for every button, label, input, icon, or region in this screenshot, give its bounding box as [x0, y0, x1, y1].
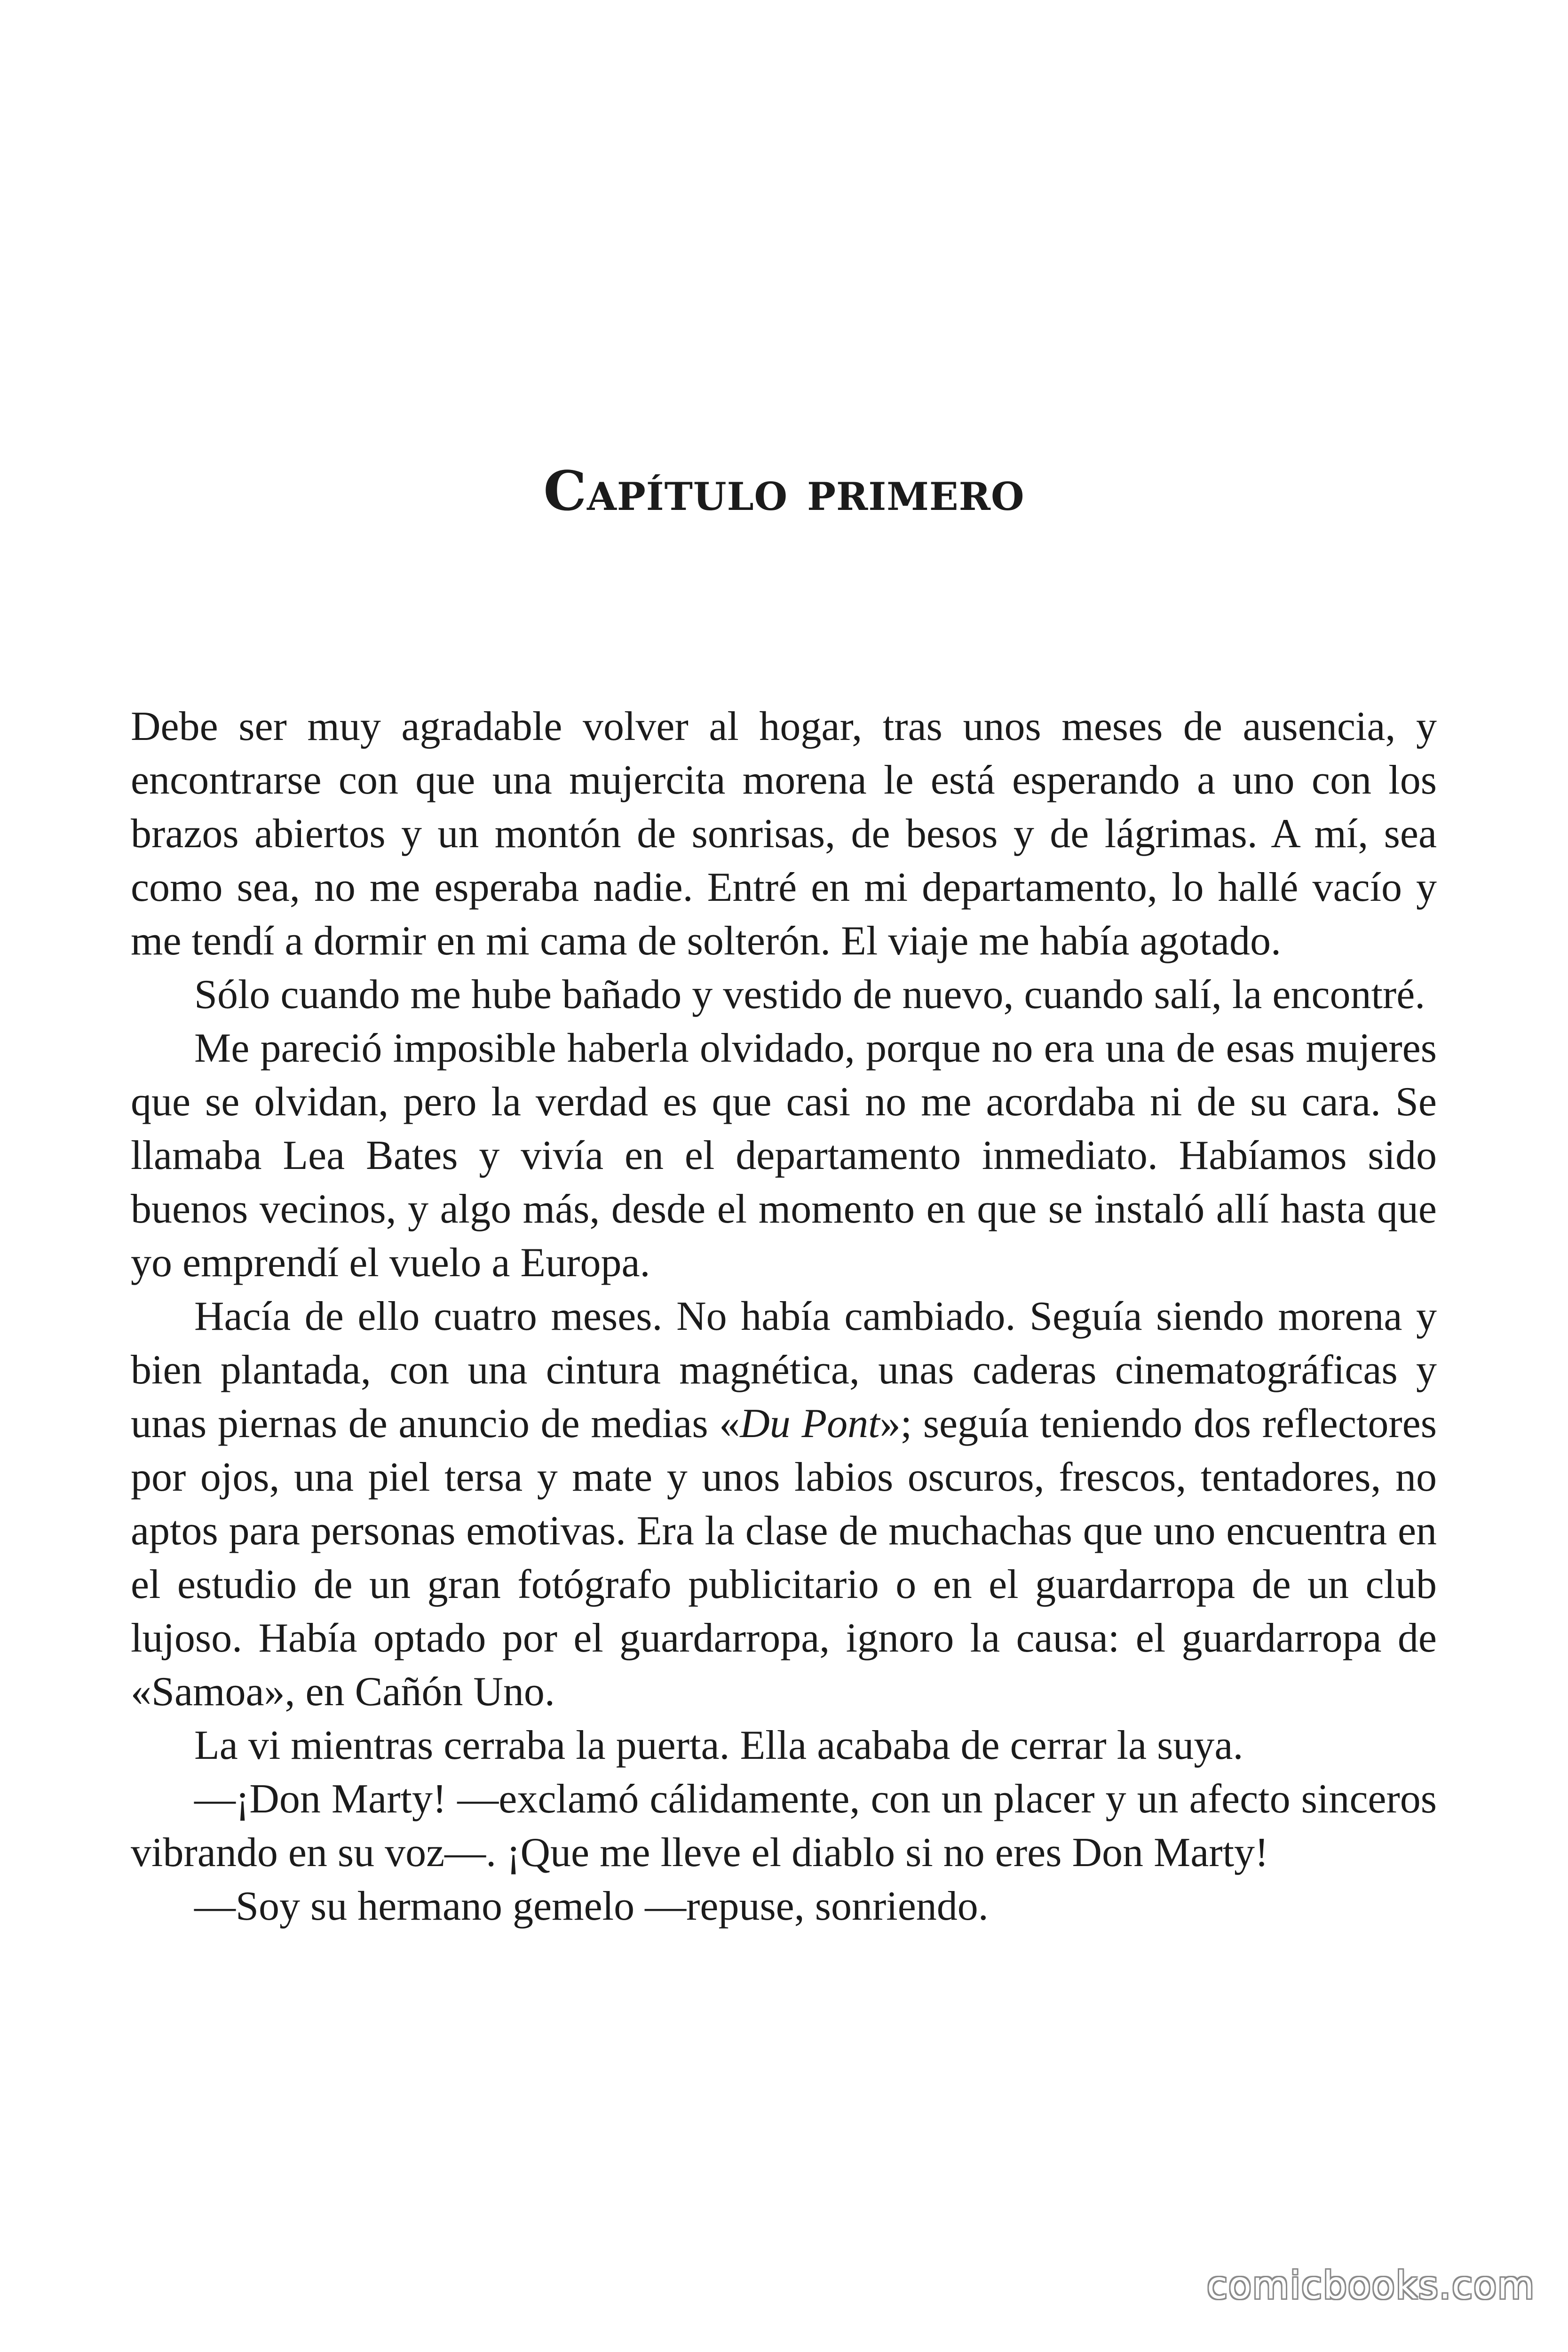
paragraph-2: Sólo cuando me hube bañado y vestido de nuevo, cuando salí, la encontré.: [194, 972, 1425, 1017]
watermark: comicbooks.com: [1206, 2264, 1535, 2307]
paragraph-1: Debe ser muy agradable volver al hogar, tras unos meses de ausencia, y encontrarse con que una mujercita morena le está esperando a uno con los brazos abiertos y un montón de sonrisas, de besos y de lágrimas. A mí, sea como sea, no me esperaba nadie. Entré en mi departamento, lo hallé vacío y me tendí a dormir en mi cama de solterón. El viaje me había agotado.: [131, 704, 1437, 964]
chapter-title: Capítulo primero: [543, 460, 1025, 523]
paragraph-4-text-after: »; seguía teniendo dos reflectores por ojos, una piel tersa y mate y unos labios oscuros, frescos, tentadores, no aptos para personas emotivas. Era la clase de muchachas que uno encuentra en el estudio de un gran fotógrafo publicitario o en el guardarropa de un club lujoso. Había optado por el guardarropa, ignoro la causa: el guardarropa de «Samoa», en Cañón Uno.: [131, 1401, 1437, 1715]
paragraph-3: Me pareció imposible haberla olvidado, porque no era una de esas mujeres que se olvidan, pero la verdad es que casi no me acordaba ni de su cara. Se llamaba Lea Bates y vivía en el departamento inmediato. Habíamos sido buenos vecinos, y algo más, desde el momento en que se instaló allí hasta que yo emprendí el vuelo a Europa.: [131, 1025, 1437, 1286]
paragraph-7: —Soy su hermano gemelo —repuse, sonriendo.: [194, 1883, 989, 1929]
paragraph-4: [131, 1290, 1437, 1719]
paragraph-6: —¡Don Marty! —exclamó cálidamente, con un placer y un afecto sinceros vibrando en su voz—. ¡Que me lleve el diablo si no eres Don Marty!: [131, 1776, 1437, 1875]
paragraph-5: La vi mientras cerraba la puerta. Ella acababa de cerrar la suya.: [194, 1723, 1243, 1768]
paragraph-4-text-before: Hacía de ello cuatro meses. No había cambiado. Seguía siendo morena y bien plantada, con una cintura magnética, unas caderas cinematográficas y unas piernas de anuncio de medias «: [131, 1294, 1437, 1446]
paragraph-4-brand-italic: Du Pont: [740, 1401, 880, 1446]
body-text: [131, 700, 1437, 1933]
